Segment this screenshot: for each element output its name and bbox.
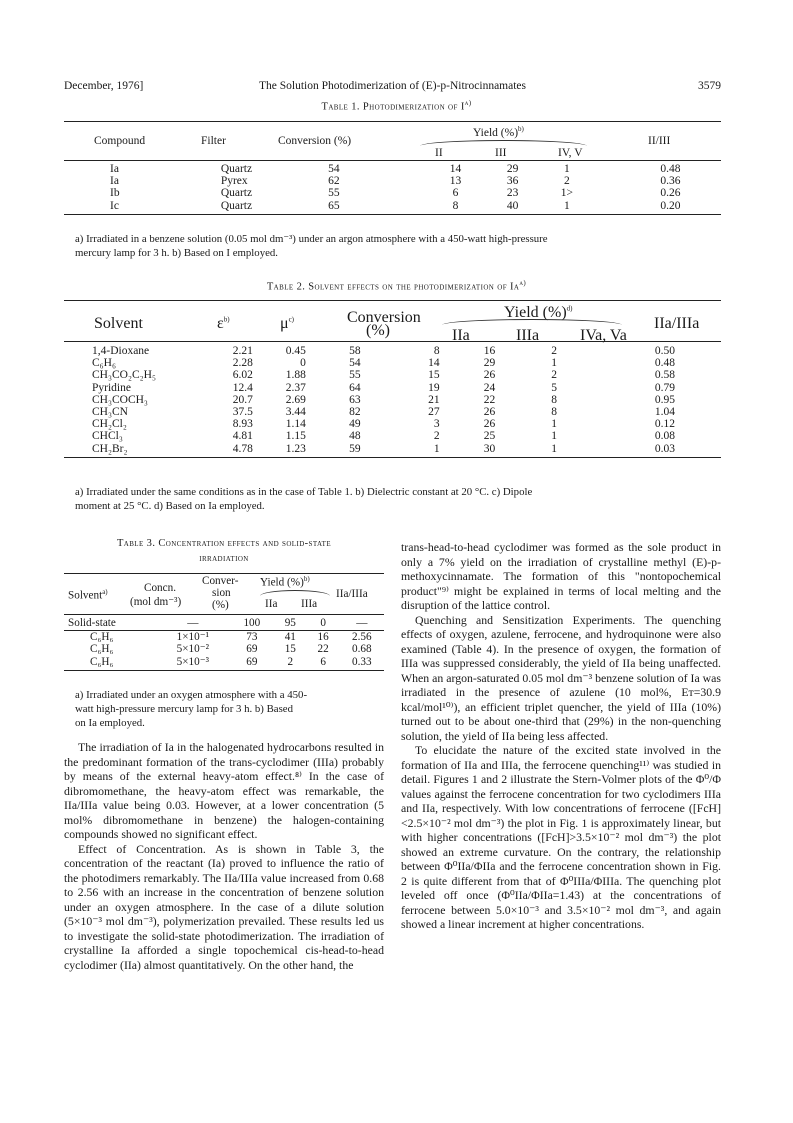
table-cell: 0	[307, 617, 340, 631]
table-cell: 54	[349, 357, 361, 370]
table-cell: 2	[433, 430, 440, 443]
table-row	[64, 406, 721, 418]
table-row	[64, 357, 721, 369]
table-cell: Quartz	[220, 199, 253, 212]
table-cell: 5×10⁻²	[176, 643, 209, 656]
table-cell: 65	[328, 199, 340, 212]
table-cell: 48	[349, 430, 361, 443]
table-cell: 37.5	[232, 406, 253, 419]
paragraph: The irradiation of Ia in the halogenated hydrocarbons resulted in the predominant formation of the trans-cyclodimer (IIIa) probably by means of the external heavy-atom effect.⁸⁾ In the case of dibromomethane, the heavy-atom effect was remarkable, the IIa/IIIa value being 0.03. However, at a lower concentration (5 mol% dibromomethane in benzene) the halogen-containing compounds showed no significant effect.	[64, 740, 384, 841]
table-cell: 1>	[560, 187, 574, 200]
table-cell: 64	[349, 381, 361, 394]
table-cell: 69	[246, 643, 258, 656]
t3-head-concn-unit: (mol dm⁻³)	[130, 596, 182, 608]
table-cell: 40	[506, 199, 519, 212]
table1-notes: a) Irradiated in a benzene solution (0.05 mol dm⁻³) under an argon atmosphere with a 450-watt high-pressure mercury lamp for 3 h. b) Based on I employed.	[75, 233, 548, 259]
header-title: The Solution Photodimerization of (E)-p-Nitrocinnamates	[259, 80, 526, 92]
table-cell: C₆H₆	[90, 655, 114, 668]
t1-head-iv-v: IV, V	[558, 147, 583, 159]
table-cell: C₆H₆	[90, 631, 114, 644]
table-cell: 0.20	[660, 199, 681, 212]
table-cell: 6	[320, 655, 326, 668]
table-cell: 0	[300, 357, 306, 370]
table-row	[64, 418, 721, 430]
table-cell: CH₂Cl₂	[92, 418, 127, 431]
table-cell: CH₂Br₂	[92, 442, 128, 455]
t2-head-epsilon: $\varepsilon^{b)}$	[217, 315, 230, 332]
table-cell: 14	[449, 163, 462, 175]
table3-notes: a) Irradiated under an oxygen atmosphere with a 450- watt high-pressure mercury lamp for 3 h. b) Based on Ia employed.	[75, 689, 308, 729]
table-cell: Solid-state	[64, 617, 156, 631]
table-cell: 26	[483, 418, 496, 431]
paragraph: trans-head-to-head cyclodimer was formed as the sole product in only a 7% yield on the irradiation of crystalline methyl (E)-p-methoxycinnamate. The formation of this "nontopochemical product"⁹⁾ might be explained in terms of local melting and the disruption of the lattice control.	[401, 540, 721, 612]
table-cell: 8	[452, 199, 459, 212]
table-cell: CH₃CO₂C₂H₅	[92, 369, 156, 382]
table-cell: 2	[287, 655, 294, 668]
table-cell: Quartz	[220, 163, 253, 175]
table-cell: 29	[506, 163, 519, 175]
table-cell: 2.28	[232, 357, 253, 370]
table2	[64, 300, 721, 458]
right-column-text	[401, 540, 721, 932]
table-cell: 8.93	[232, 418, 253, 431]
t3-head-conversion-unit: (%)	[212, 599, 229, 611]
table-cell: 2.69	[285, 393, 306, 406]
table-row	[64, 345, 721, 357]
t2-head-yield: Yield (%)$^{d)}$	[504, 304, 573, 321]
table-cell: 24	[483, 381, 496, 394]
t2-head-iiia: IIIa	[516, 327, 540, 344]
table2-caption: Table 2. Solvent effects on the photodimerization of Ia$^{a)}$	[266, 279, 527, 293]
table2-notes: a) Irradiated under the same conditions as in the case of Table 1. b) Dielectric constant at 20 °C. c) Dipole moment at 25 °C. d) Based on Ia employed.	[75, 486, 533, 512]
header-date: December, 1976]	[64, 80, 144, 92]
table-cell: 1	[433, 442, 440, 455]
t3-head-conversion: Conver-	[202, 575, 239, 587]
table-cell: 2.56	[352, 631, 372, 644]
table-cell: 6	[452, 187, 459, 200]
table-cell: CH₃CN	[92, 406, 128, 419]
table-cell: 62	[328, 175, 340, 188]
table-cell: 73	[246, 631, 258, 644]
table-row	[64, 394, 721, 406]
table-cell: Ic	[110, 199, 119, 212]
table-cell: 4.81	[232, 430, 253, 443]
table-cell: 15	[428, 369, 440, 382]
table-cell: 5	[551, 381, 557, 394]
table-cell: 1×10⁻¹	[176, 631, 209, 644]
t3-head-ratio: IIa/IIIa	[336, 588, 368, 600]
table-cell: 1	[551, 442, 557, 455]
left-column-text	[64, 740, 384, 972]
table-cell: Ia	[110, 163, 119, 175]
table-cell: 1,4-Dioxane	[92, 345, 150, 357]
table-cell: 5×10⁻³	[176, 655, 209, 668]
table-cell: 0.45	[285, 345, 306, 357]
table-row	[64, 175, 721, 187]
table-cell: 1.23	[285, 442, 306, 455]
table-cell: 59	[349, 442, 361, 455]
table-cell: 15	[284, 643, 296, 656]
table-cell: Pyridine	[92, 381, 131, 394]
table-cell: 1	[564, 163, 570, 175]
table-cell: 0.48	[654, 357, 675, 370]
table-cell: 0.48	[660, 163, 681, 175]
t2-body	[64, 345, 721, 455]
table-row	[64, 369, 721, 381]
running-header	[64, 80, 721, 96]
table-cell: Pyrex	[220, 175, 248, 188]
table-cell: 1	[564, 199, 570, 212]
table-cell: 58	[349, 345, 361, 357]
t1-body	[64, 163, 721, 212]
table-cell: 26	[483, 406, 496, 419]
table-cell: 26	[483, 369, 496, 382]
table-cell: 6.02	[232, 369, 253, 382]
table-cell: 100	[230, 617, 274, 631]
table-cell: 16	[317, 631, 329, 644]
table-row	[64, 443, 721, 455]
table-cell: 29	[483, 357, 496, 370]
t2-head-conversion: Conversion	[347, 309, 421, 326]
table-cell: 1.14	[285, 418, 306, 431]
table-cell: 8	[551, 406, 557, 419]
table-cell: 0.08	[654, 430, 675, 443]
table-cell: Quartz	[220, 187, 253, 200]
table-cell: 22	[317, 643, 329, 656]
t2-head-mu: $\mu^{c)}$	[280, 315, 295, 332]
table-row	[64, 631, 384, 644]
table-row	[64, 643, 384, 655]
table3	[64, 573, 384, 671]
table-cell: 0.58	[654, 369, 675, 382]
table-cell: 0.12	[654, 418, 675, 431]
table-cell: 1	[551, 418, 557, 431]
t1-head-ratio: II/III	[648, 135, 671, 147]
paragraph: To elucidate the nature of the excited state involved in the formation of IIa and IIIa, the ferrocene quenching¹¹⁾ was studied in detail. Figures 1 and 2 illustrate the Stern-Volmer plots of the Φ⁰/Φ values against the ferrocene concentration for two cyclodimers IIIa and IIa, respectively. With low concentrations of ferrocene ([FcH]<2.5×10⁻² mol dm⁻³) the plot in Fig. 1 is approximately linear, but with higher concentrations ([FcH]>3.5×10⁻² mol dm⁻³) the plot showed an extreme curvature. On the contrary, the relationship between Φ⁰IIa/ΦIIa and the ferrocene concentration shown in Fig. 2 is quite different from that of Φ⁰IIIa/ΦIIIa. The quenching plot leveled off once (Φ⁰IIa/ΦIIa=1.43) at the concentrations of ferrocene between 5.0×10⁻³ and 3.5×10⁻² mol dm⁻³, and again showed a linear increment at higher concentrations.	[401, 743, 721, 931]
table-cell: 22	[483, 393, 496, 406]
table-row	[64, 656, 384, 668]
table-cell: CH₃COCH₃	[92, 393, 148, 406]
table-cell: 21	[428, 393, 440, 406]
t1-head-conversion: Conversion (%)	[278, 135, 352, 147]
t1-head-yield: Yield (%)$^{b)}$	[473, 125, 524, 139]
table-cell: —	[156, 617, 230, 631]
table-cell: 14	[428, 357, 440, 370]
table-row	[64, 200, 721, 212]
t2-head-iva-va: IVa, Va	[580, 327, 627, 344]
t2-head-ratio: IIa/IIIa	[654, 315, 700, 332]
table-cell: 55	[349, 369, 361, 382]
table-cell: 16	[483, 345, 496, 357]
table-cell: 36	[506, 175, 519, 188]
table-cell: C₆H₆	[90, 643, 114, 656]
table-cell: 0.26	[660, 187, 681, 200]
paragraph: Effect of Concentration. As is shown in Table 3, the concentration of the reactant (Ia) proved to influence the ratio of the photodimers remarkably. The IIa/IIIa value increased from 0.68 to 2.56 with an increase in the concentration of benzene solution under an oxygen atmosphere. In the case of a dilute solution (5×10⁻³ mol dm⁻³), polymerization prevailed. These results led us to investigate the solid-state photodimerization. The irradiation of crystalline Ia afforded a single topochemical cis-head-to-head cyclodimer (IIa) almost quantitatively. On the other hand, the	[64, 841, 384, 972]
table-cell: 95	[274, 617, 307, 631]
table-cell: 2.37	[285, 381, 306, 394]
table-cell: Ib	[110, 187, 120, 200]
table-cell: 1	[551, 357, 557, 370]
table-row	[64, 617, 384, 631]
table-cell: 27	[428, 406, 440, 419]
table-cell: 8	[433, 345, 440, 357]
table-cell: 30	[483, 442, 496, 455]
t1-head-ii: II	[435, 147, 443, 159]
t2-head-conversion-unit: (%)	[366, 322, 390, 339]
table-row	[64, 163, 721, 175]
t3-head-conversion-2: sion	[212, 587, 231, 599]
table-cell: 12.4	[232, 381, 253, 394]
table-cell: 55	[328, 187, 340, 200]
table-cell: 13	[449, 175, 462, 188]
table-cell: 19	[428, 381, 440, 394]
table-cell: 20.7	[232, 393, 253, 406]
t3-body	[64, 617, 384, 668]
table1	[64, 121, 721, 215]
table-cell: 23	[506, 187, 519, 200]
table-cell: 0.03	[654, 442, 675, 455]
table-row	[64, 187, 721, 199]
paragraph: Quenching and Sensitization Experiments. The quenching effects of oxygen, azulene, ferrocene, and hydroquinone were also examined (Table 4). In the presence of oxygen, the formation of IIIa was suppressed considerably, the yield of IIa being unaffected. When an argon-saturated 0.05 mol dm⁻³ benzene solution of Ia was irradiated in the presence of azulene (10 mol%, Eᴛ=30.9 kcal/mol¹⁰⁾), an efficient triplet quencher, the yield of IIIa (10%) turned out to be about one-third that (29%) in the non-quenching solution, the yield of IIa being less affected.	[401, 612, 721, 743]
table-cell: 2	[551, 345, 557, 357]
table-cell: 1.04	[654, 406, 675, 419]
table-cell: 69	[246, 655, 258, 668]
table-cell: 4.78	[232, 442, 253, 455]
table-cell: 0.79	[654, 381, 675, 394]
table-cell: 3	[433, 418, 440, 431]
table3-caption: Table 3. Concentration effects and solid-state irradiation	[116, 538, 332, 564]
t3-head-iia: IIa	[265, 598, 278, 610]
table-row	[64, 382, 721, 394]
table-cell: 49	[349, 418, 361, 431]
header-page-number: 3579	[698, 80, 721, 92]
table-cell: 1.88	[285, 369, 306, 382]
table-cell: 54	[328, 163, 340, 175]
table-cell: CHCl₃	[92, 430, 123, 443]
table-cell: 2.21	[232, 345, 253, 357]
table-cell: 3.44	[285, 406, 306, 419]
table-cell: 0.50	[654, 345, 675, 357]
t1-head-compound: Compound	[94, 135, 146, 147]
table-cell: 8	[551, 393, 557, 406]
table-cell: Ia	[110, 175, 119, 188]
t2-head-iia: IIa	[452, 327, 470, 344]
t3-head-concn: Concn.	[144, 582, 177, 594]
table-cell: 2	[551, 369, 557, 382]
table-cell: 82	[349, 406, 361, 419]
table-cell: 25	[483, 430, 496, 443]
table-row	[64, 430, 721, 442]
table-cell: 63	[349, 393, 361, 406]
table-cell: 41	[284, 631, 296, 644]
table-cell: 1.15	[285, 430, 306, 443]
t3-head-iiia: IIIa	[301, 598, 318, 610]
table-cell: C₆H₆	[92, 357, 116, 370]
table-cell: 0.33	[352, 655, 372, 668]
table1-caption: Table 1. Photodimerization of $I^{a)}$	[321, 99, 472, 113]
table-cell: 0.95	[654, 393, 675, 406]
t2-head-solvent: Solvent	[94, 315, 143, 332]
t3-head-solvent: Solvent$^{a)}$	[68, 588, 108, 602]
table-cell: —	[340, 617, 384, 631]
t1-head-iii: III	[495, 147, 507, 159]
t3-head-yield: Yield (%)$^{b)}$	[260, 575, 310, 589]
t1-head-filter: Filter	[201, 135, 226, 147]
table-cell: 2	[564, 175, 570, 188]
table-cell: 1	[551, 430, 557, 443]
table-cell: 0.36	[660, 175, 681, 188]
table-cell: 0.68	[352, 643, 372, 656]
